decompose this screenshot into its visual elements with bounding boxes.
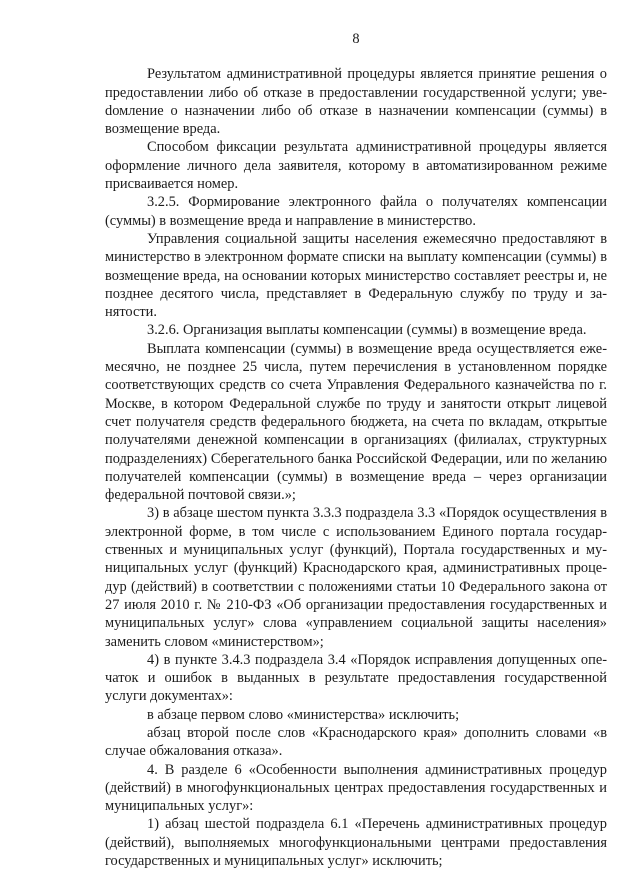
paragraph-fixation: Способом фиксации результата административной процедуры является оформление личного дела заявителя, которому в автоматизированном режиме присваивается номер. <box>105 139 607 193</box>
page-number: 8 <box>352 31 360 47</box>
paragraph-3-2-5: 3.2.5. Формирование электронного файла о получателях компенсации (суммы) в возмещение вреда и направление в министерство. <box>105 194 607 229</box>
paragraph-item-3: 3) в абзаце шестом пункта 3.3.3 подраздела 3.3 «Порядок осуществления в электронной форме, в том числе с использованием Единого портала государственных и муниципальных услуг (функций), Портала государственных и муниципальных услуг (функций) Краснодарского края, административных процедур (действий) в соответствии с положениями статьи 10 Федерального закона от 27 июля 2010 г. № 210-ФЗ «Об организации предоставления государственных и муниципальных услуг» слова «управлением социальной защиты населения» заменить словом «министерством»; <box>105 505 607 650</box>
paragraph-first-abzac: в абзаце первом слово «министерства» исключить; <box>147 706 460 723</box>
paragraph-3-2-6: 3.2.6. Организация выплаты компенсации (суммы) в возмещение вреда. <box>147 322 587 339</box>
paragraph-payment: Выплата компенсации (суммы) в возмещение вреда осуществляется ежемесячно, не позднее 25 числа, путем перечисления в установленном порядке соответствующих средств со счета Управления Федерального казначейства по г. Москве, в котором Федеральной службе по труду и занятости открыт лицевой счет получателя средств федерального бюджета, на счета по вкладам, открытые получателями денежной компенсации в организациях (филиалах, структурных подразделениях) Сберегательного банка Российской Федерации, или по желанию получателей компенсации (суммы) в возмещение вреда – через организации федеральной почтовой связи.»; <box>105 340 607 504</box>
paragraph-section-6: 4. В разделе 6 «Особенности выполнения административных процедур (действий) в многофункциональных центрах предоставления государственных и муниципальных услуг»: <box>105 761 607 815</box>
paragraph-social-protection: Управления социальной защиты населения ежемесячно предоставляют в министерство в электронном формате списки на выплату компенсации (суммы) в возмещение вреда, на основании которых министерство составляет реестры и, не позднее десятого числа, представляет в Федеральную службу по труду и занятости. <box>105 230 607 321</box>
paragraph-result: Результатом административной процедуры является принятие решения о предоставлении либо об отказе в предоставлении государственной услуги; увеdомление о назначении либо об отказе в назначении компенсации (суммы) в возмещение вреда. <box>105 66 607 138</box>
paragraph-item-4: 4) в пункте 3.4.3 подраздела 3.4 «Порядок исправления допущенных опечаток и ошибок в выданных в результате предоставления государственной услуги документах»: <box>105 651 607 705</box>
paragraph-second-abzac: абзац второй после слов «Краснодарского края» дополнить словами «в случае обжалования отказа». <box>105 724 607 760</box>
paragraph-item-1-section-6: 1) абзац шестой подраздела 6.1 «Перечень административных процедур (действий), выполняемых многофункциональными центрами предоставления государственных и муниципальных услуг» исключить; <box>105 816 607 870</box>
document-page <box>105 30 607 870</box>
